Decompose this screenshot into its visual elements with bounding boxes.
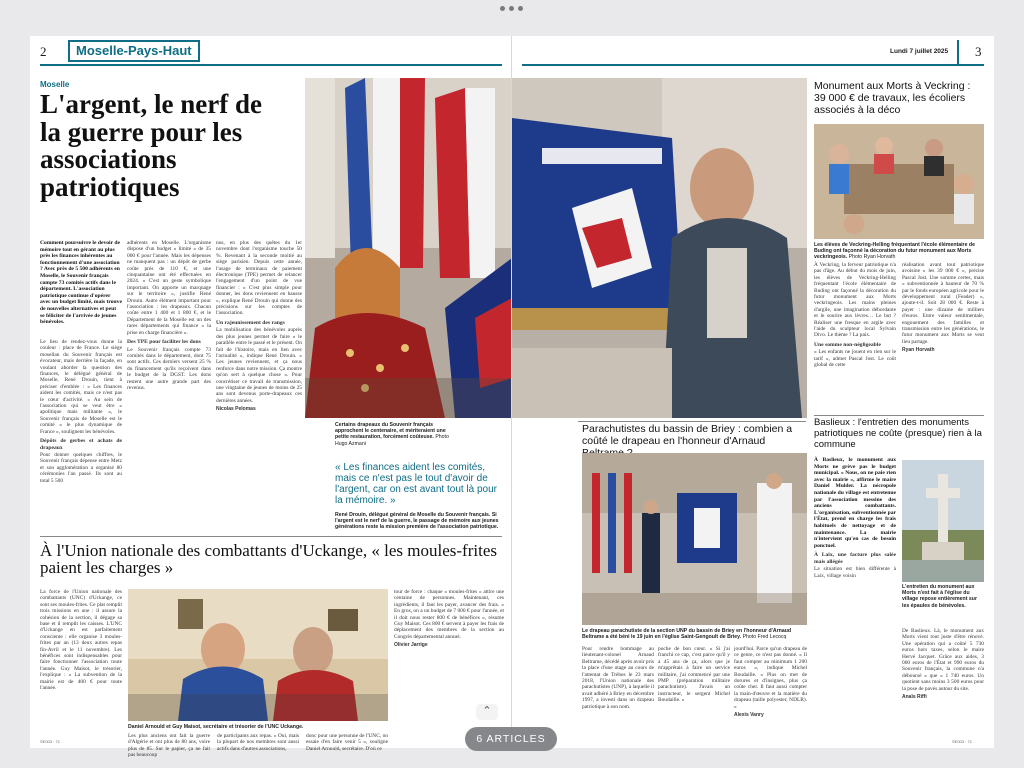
article-col-3 [217,733,299,752]
article-paragraph: réalisation avant tout patriotique avoisine « les 39 000 € », précise Pascal Jost. Une somme certes, mais « subventionnée à hauteur de 70 % par le fonds européen agricole pour le développement rural (Feader) », ajoute-t-il. Soit 28 000 €. Reste à payer : une dizaine de milliers d'euros. Entre valeur sentimentale, engouement des familles et transmission entre les générations, le futur monument aux Morts se veut lieu partage. [902,262,984,345]
article-paragraph: Pour rendre hommage au lieutenant-colonel Arnaud Beltrame, décédé après avoir pris la place d'une otage au cours de l'attentat de Trèbes le 23 mars 2018, l'Union nationale des parachutistes (UNP), à laquelle il avait adhéré à Briey en décembre 1997, a investi dans un drapeau patriotique à son nom. [582,646,654,710]
article-col-1 [582,646,654,744]
page-number: 2 [40,44,47,59]
header-rule [40,64,502,66]
section-title: Moselle-Pays-Haut [68,40,200,62]
photo-caption: L'entretien du monument aux Morts n'est fait à l'église du village repose entièrement sur les épaules de bénévoles. [902,584,977,609]
article-col-1 [40,589,122,739]
article-headline: Parachutistes du bassin de Briey : combien a coûté le drapeau en l'honneur d'Arnaud [582,423,793,447]
article-col-2 [902,628,984,744]
article-headline: À l'Union nationale des combattants d'Uckange, « les moules-frites paient les charges » [40,541,497,578]
photo-credit: Photo Ryan Horvath [848,254,896,261]
pull-quote-credit: René Drouin, délégué général de Moselle du Souvenir français. Si l'argent est le nerf de la guerre, le passage de mémoire aux jeunes générations reste la mission première de l'association patriotique. [335,512,499,531]
article-col-2 [128,733,210,759]
article-paragraph: De Baslieux. Là, le monument aux Morts vient tout juste d'être rénové. Une opération qui a coûté 5 730 euros hors taxes, selon le maire Hervé Jacquet. Grâce aux aides, 3 000 euros de l'État et 990 euros du Souvenir français, la commune n'a déboursé « que » 1 740 euros. Un quotient sans moins 3 500 euros pour la pose de pavés autour du site. [902,628,984,692]
article-paragraph: Le Souvenir français compte 73 comités dans le département, dont 75 sont actifs. Ces derniers versent 25 % du financement qu'ils reçoivent dans le budget de la DGST. Les dons restent une autre grande part des revenus. [127,346,211,391]
article-kicker: Moselle [40,80,70,89]
article-headline: L'argent, le nerf de la guerre pour les associations patriotiques [40,89,262,202]
photo-caption: Le drapeau parachutiste de la section UNP du bassin de Briey en l'honneur d'Arnaud Beltrame a été béni le 19 juin en l'église Saint-Gengoult de Briey. Photo Fred Lecocq [582,628,792,641]
article-col-2 [658,646,730,744]
main-photo-image [512,78,807,418]
photo-credit: Photo Hugo Azmani [335,434,449,447]
uckange-photo-image [128,589,388,721]
article-subhead: Des TPE pour faciliter les dons [127,339,201,346]
baslieux-photo-image [902,460,984,582]
article-paragraph: nus, en plus des quêtes du 1er novembre dont l'organisme touche 50 %. Revenant à la seconde moitié au siège parisien. Depuis cette année, l'usage de terminaux de paiement électronique (TPE) permet de relancer l'engagement d'un point de vue financier : « C'est plus simple pour donner, les dons reviennent en hausse », explique René Drouin qui donne des précisions sur les comptes de l'association. [216,240,302,317]
briey-photo-image [582,453,807,625]
page-footer: SE003 · 71 [952,739,973,744]
baslieux-photo[interactable] [902,460,984,582]
article-subhead: À Laix, une facture plus salée mais allégée [814,552,896,565]
photo-caption: Certains drapeaux du Souvenir français approchent le centenaire, et mériteraient une petite restauration, forcément coûteuse. Photo Hugo Azmani [335,422,449,447]
article-col-4b [306,733,388,752]
article-paragraph: tour de force : chaque « moules-frites » attire une centaine de personnes. Maintenant, ces ingrédients, il faut les payer, avancer des frais. « En gros, on a un budget de 7 000 € pour l'année, et il doit nous rester 800 € de bénéfices », résume Guy Maisot. Ces 800 € servent à payer les frais de déplacement des membres de la section au Congrès départemental annuel. [394,589,504,640]
divider [40,536,502,537]
veckring-photo[interactable] [814,124,984,239]
article-headline: Monument aux Morts à Veckring : 39 000 € de travaux, les écoliers associés à la déco [814,80,971,116]
article-paragraph: donc pour une personne de l'UNC, on essaie d'en faire venir 5 », souligne Daniel Arnould, secrétaire. D'où ce [306,733,388,752]
article-col-1 [814,457,896,743]
photo-caption: Daniel Arnould et Guy Maisot, secrétaire et trésorier de l'UNC Uckange. [128,724,304,730]
uckange-photo[interactable] [128,589,388,721]
article-byline: Ryan Horvath [902,347,935,354]
veckring-photo-image [814,124,984,239]
issue-date: Lundi 7 juillet 2025 [890,48,949,55]
article-col-1 [814,262,896,410]
more-dots-icon[interactable] [500,6,523,11]
article-byline: Alexis Vanry [734,712,764,719]
article-paragraph: Le lieu de rendez-vous donne la couleur : place de France. Le siège mosellan du Souvenir français est évocateur, mais derrière la façade, en voulant aborder la question des finances, le délégué général de Moselle, René Drouin, tient à préciser d'emblée : « Les finances aident les comités, mais ce n'est pas le cœur d'activité. » Au sein de l'association qui se veut être « apolitique mais militante », le Souvenir français de Moselle est le comité « le plus dynamique de France », soulignent les bénévoles. [40,339,122,435]
main-photo-image [305,78,512,418]
article-byline: Nicolas Pelomas [216,406,256,413]
article-lead: Comment poursuivre le devoir de mémoire tout en gérant au plus près les finances inhérentes au fonctionnement d'une association ? Avec près de 5 500 adhérents en Moselle, le Souvenir français compte 73 comités actifs dans le département. L'association patriotique continue d'opérer avec un budget limité, mais trouve de nouvelles alternatives et peut se féliciter de l'arrivée de jeunes bénévoles. [40,240,122,326]
top-handle-bar [0,0,1024,20]
articles-count-button[interactable]: 6 ARTICLES [465,727,557,751]
right-page [512,36,994,748]
main-photo-right[interactable] [512,78,807,418]
briey-photo[interactable] [582,453,807,625]
header-rule [522,64,984,66]
article-paragraph: jourd'hui. Parce qu'un drapeau de ce genre, ce n'est pas donné. « Il faut compter au minimum 1 200 euros », indique Michel Boudaille. « Plus on met de dorures et d'insignes, plus ça coûte cher. Il faut aussi compter la main-d'œuvre et la matière du drapeau (taille polyester, NDLR). » [734,646,807,710]
article-headline: Baslieux : l'entretien des monuments patriotiques ne coûte (presque) rien à la commune [814,417,982,450]
main-photo-left[interactable] [305,78,512,418]
article-byline: Anaïs Riffi [902,694,927,701]
article-paragraph: Les plus anciens ont fait la guerre d'Algérie et ont plus de 80 ans, voire plus de 85. Sur le papier, ça ne fait pas beaucoup [128,733,210,759]
article-col-2 [127,240,211,530]
photo-credit: Photo Fred Lecocq [742,634,787,641]
article-subhead: Une somme non-négligeable [814,341,881,348]
article-paragraph: poche de bon cœur. « Si j'ai franchi ce cap, c'est parce qu'il y a 45 ans de ça, alors que je m'apprêtais à faire un service militaire, j'ai commencé par une PMP (préparation militaire parachutiste). J'avais un instructeur, le sergent Michel Boudaille. » [658,646,730,704]
article-col-2 [902,262,984,410]
article-paragraph: de participants aux repas. « Oui, mais la plupart de nos membres sont aussi actifs dans d'autres associations, [217,733,299,752]
article-subhead: Un rajeunissement des rangs [216,319,285,326]
article-paragraph: Pour donner quelques chiffres, le Souvenir français dépense entre Metz et son agglomération a organisé 80 cérémonies l'an passé. Ils sont au total 5 500 [40,451,122,484]
article-paragraph: À Veckring, la ferveur patriotique n'a pas d'âge. Au début du mois de juin, les élèves de Veckring-Helling fréquentant l'école élémentaire de Buding ont façonné la décoration du futur monument aux Morts veckringeois. Les mains pleines d'argile, une imagination débordante et le sourire aux lèvres… Le but ? Réaliser une fresque en argile avec l'aide du sculpteur local Sylvain Divo. Le thème ? La paix. [814,262,896,339]
pull-quote: « Les finances aident les comités, mais ce n'est pas le tout d'avoir de l'argent, car on est avant tout là pour la mémoire. » [335,462,498,506]
page-number: 3 [975,44,982,59]
left-page [30,36,512,759]
article-paragraph: La mobilisation des bénévoles auprès des plus jeunes permet de faire « le parallèle entre le passé et le présent. On fait de l'histoire, mais en lien avec l'actualité », indique René Drouin. « Les jeunes reviennent, et ça nous renforce dans notre mission. Ça montre qu'on sert à quelque chose ». Pour concrétiser ce travail de transmission, une vingtaine de jeunes de moins de 25 ans sont devenus porte-drapeaux ces dernières années. [216,327,302,404]
page-footer: SE003 · 71 [40,739,61,744]
chevron-up-icon[interactable]: ⌃ [476,704,498,720]
photo-caption: Les élèves de Veckring-Helling fréquentant l'école élémentaire de Buding ont façonné la décoration du futur monument aux Morts veckringeois. Photo Ryan Horvath [814,242,975,261]
article-paragraph: La situation est bien différente à Laix, village voisin [814,566,896,579]
article-paragraph: À Baslieux, le monument aux Morts ne grève pas le budget municipal. « Nous, on ne paie rien avec la mairie », affirme le maire Daniel Mulder. La nécropole nationale du village est entretenue par l'association messine des anciens combattants. L'organisation, subventionnée par l'État, prend en charge les frais habituels de nettoyage et de maintenance. La mairie n'intervient qu'en cas de besoin ponctuel. [814,457,896,549]
article-paragraph: adhérents en Moselle. L'organisme dispose d'un budget « limité » de 35 000 € pour l'année. Mais les dépenses ne manquent pas : un dépôt de gerbe coûte près de 110 €, et une cinquantaine ont été effectuées en 2024. « C'est un geste symbolique important. On apporte un marquage sur le territoire », justifie René Drouin. Autre élément important pour l'association : les drapeaux. Chacun coûte entre 1 400 et 1 800 €, et le Département de la Moselle est un des rares départements qui finance « la prise en charge financière ». [127,240,211,336]
article-byline: Olivier Jarrige [394,642,428,649]
divider [578,421,806,422]
divider [814,415,984,416]
article-paragraph: « Les enfants ne jouent en rien sur le tarif », admet Pascal Jost. Le coût global de cette [814,349,896,369]
article-col-3 [216,240,302,530]
article-paragraph: La force de l'Union nationale des combattants (UNC) d'Uckange, ce sont ses moules-frites. Ce plat remplit trois missions en une : il assure la cohésion de la section, il dégage sa base et il remplit les caisses. L'UNC d'Uckange en est parfaitement consciente : elle organise 3 moules-frites par an (13 deux autres repas fin-Avril et le 11 novembre). Les bénéfices sont indispensables pour faire fonctionner l'association toute l'année. Guy Maisot, le trésorier, l'explique : « La subvention de la mairie est de 400 € pour toute l'année. [40,589,122,692]
article-col-3 [734,646,807,744]
article-subhead: Dépôts de gerbes et achats de drapeaux [40,438,122,451]
header-accent [957,40,959,64]
article-col-1 [40,339,122,529]
